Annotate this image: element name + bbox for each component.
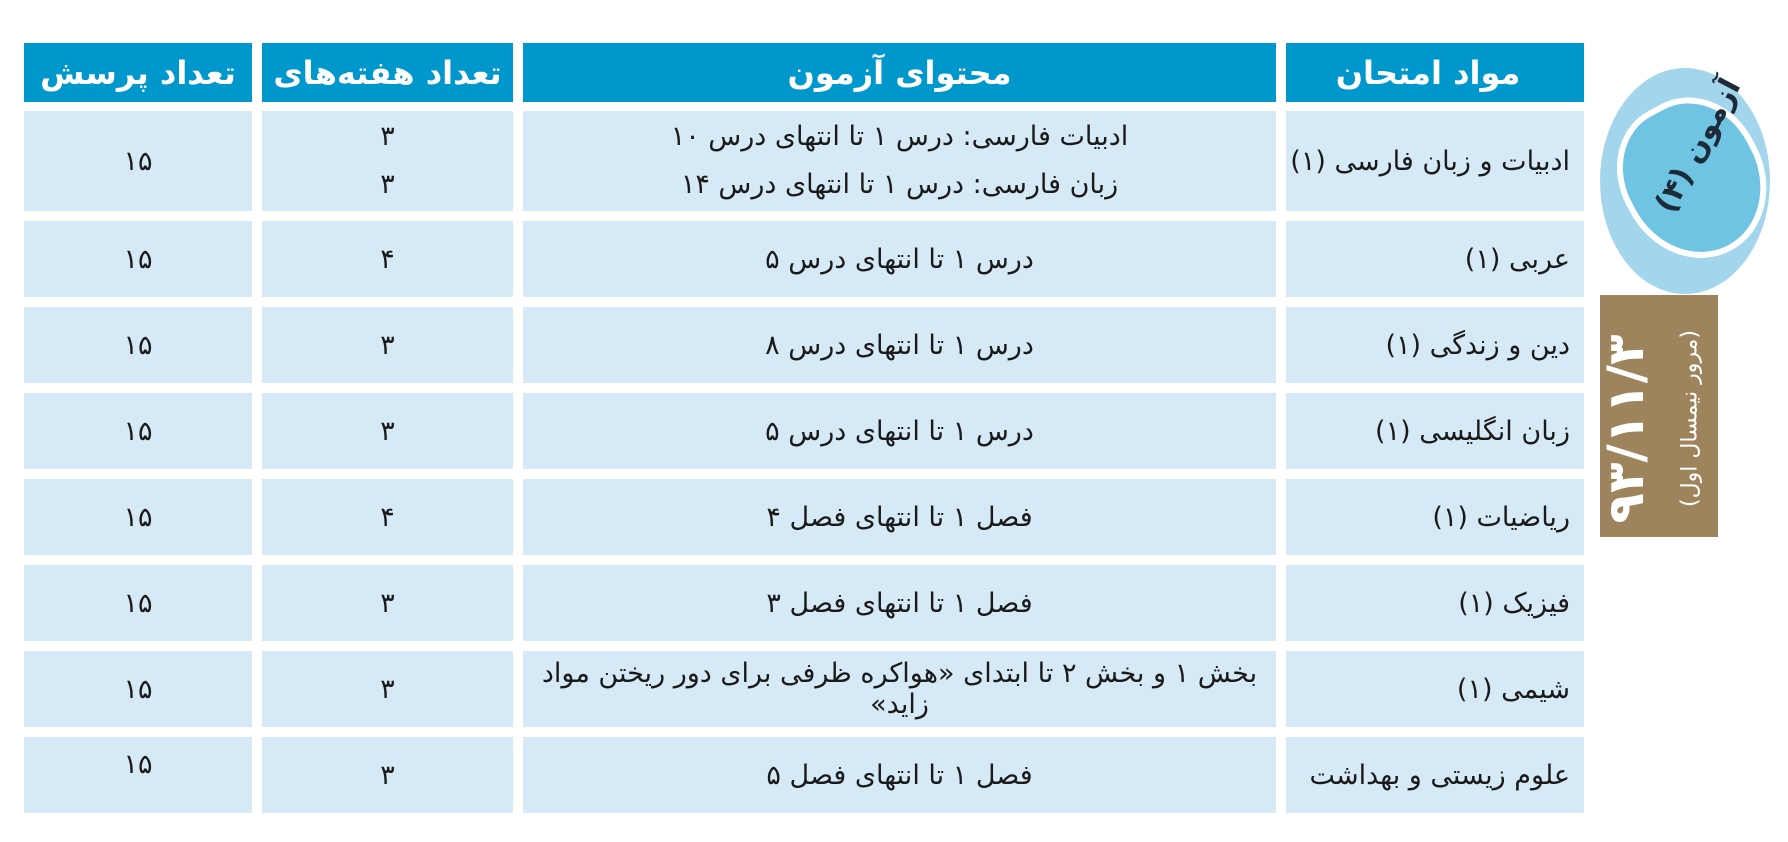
content-line: بخش ۱ و بخش ۲ تا ابتدای «هواکره ظرفی برای دور ریختن مواد زاید» [541,658,1258,720]
subject-cell: دین و زندگی (۱) [1286,307,1584,383]
content-cell [523,221,1276,297]
content-cell [523,565,1276,641]
content-line: فصل ۱ تا انتهای فصل ۵ [766,759,1033,791]
table-header [14,43,1584,102]
weeks-cell [262,221,513,297]
subject-cell: ادبیات و زبان فارسی (۱) [1286,111,1584,211]
weeks-value: ۳ [380,415,395,447]
exam-subtitle: (مرور نیمسال اول) [1677,330,1703,507]
table-row [14,393,1584,469]
table-row [14,651,1584,727]
badge-title: آزمون (۴) [1648,72,1749,219]
questions-cell: ۱۵ [24,393,252,469]
questions-cell: ۱۵ [24,307,252,383]
weeks-cell [262,111,513,211]
header-content: محتوای آزمون [523,43,1276,102]
table-row [14,221,1584,297]
questions-cell: ۱۵ [24,737,252,813]
weeks-cell [262,307,513,383]
table-row [14,111,1584,211]
content-cell [523,651,1276,727]
weeks-value: ۳ [380,673,395,705]
weeks-value: ۳ [380,329,395,361]
table-row [14,737,1584,813]
questions-cell: ۱۵ [24,221,252,297]
content-line: فصل ۱ تا انتهای فصل ۳ [766,587,1033,619]
table-row [14,307,1584,383]
content-cell [523,111,1276,211]
content-line: درس ۱ تا انتهای درس ۵ [765,415,1034,447]
questions-cell: ۱۵ [24,651,252,727]
content-line: درس ۱ تا انتهای درس ۵ [765,243,1034,275]
header-questions: تعداد پرسش [24,43,252,102]
exam-badge [1592,68,1772,294]
content-cell [523,393,1276,469]
content-line: زبان فارسی: درس ۱ تا انتهای درس ۱۴ [680,169,1119,200]
weeks-cell [262,565,513,641]
content-line: درس ۱ تا انتهای درس ۸ [765,329,1034,361]
subject-cell: فیزیک (۱) [1286,565,1584,641]
weeks-value: ۳ [380,759,395,791]
header-weeks: تعداد هفته‌های [262,43,513,102]
table-row [14,479,1584,555]
weeks-cell [262,393,513,469]
content-line: ادبیات فارسی: درس ۱ تا انتهای درس ۱۰ [670,121,1129,152]
questions-cell: ۱۵ [24,111,252,211]
subject-cell: ریاضیات (۱) [1286,479,1584,555]
weeks-cell [262,651,513,727]
subject-cell: شیمی (۱) [1286,651,1584,727]
weeks-cell [262,737,513,813]
table-row [14,565,1584,641]
weeks-value: ۴ [380,501,395,533]
subject-cell: علوم زیستی و بهداشت [1286,737,1584,813]
exam-table [14,43,1584,823]
content-cell [523,307,1276,383]
weeks-cell [262,479,513,555]
header-subject: مواد امتحان [1286,43,1584,102]
questions-cell: ۱۵ [24,565,252,641]
weeks-value: ۳ [380,121,395,152]
weeks-value: ۳ [380,169,395,200]
subject-cell: عربی (۱) [1286,221,1584,297]
weeks-value: ۳ [380,587,395,619]
weeks-value: ۴ [380,243,395,275]
questions-cell: ۱۵ [24,479,252,555]
content-cell [523,479,1276,555]
content-line: فصل ۱ تا انتهای فصل ۴ [766,501,1033,533]
exam-date: ۹۳/۱۱/۳ [1597,334,1655,524]
content-cell [523,737,1276,813]
subject-cell: زبان انگلیسی (۱) [1286,393,1584,469]
